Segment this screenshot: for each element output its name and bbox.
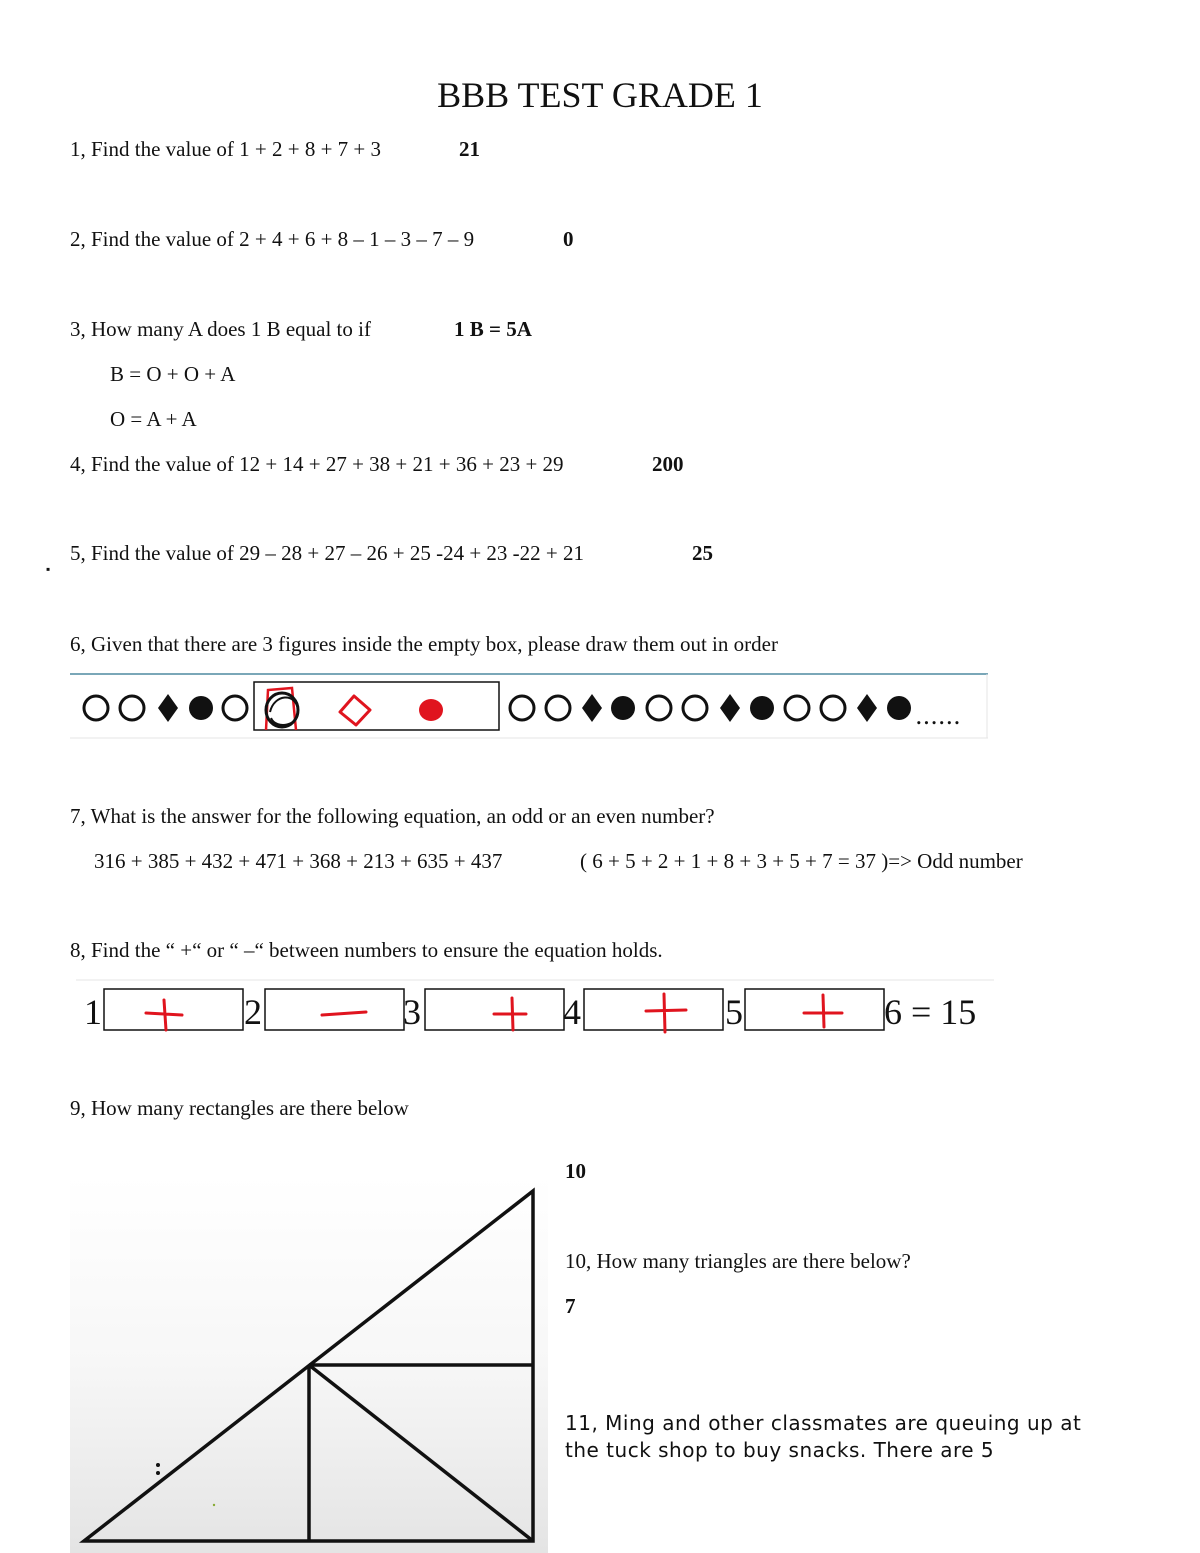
circle-filled-icon bbox=[887, 696, 911, 720]
question-7-equation: 316 + 385 + 432 + 471 + 368 + 213 + 635 + 437 bbox=[94, 849, 503, 873]
circle-outline-icon bbox=[821, 696, 845, 720]
question-6: 6, Given that there are 3 figures inside the empty box, please draw them out in order bbox=[70, 632, 778, 656]
question-11: 11, Ming and other classmates are queuing up at the tuck shop to buy snacks. There are 5 bbox=[565, 1411, 1082, 1462]
handwritten-answer-marks bbox=[266, 688, 443, 730]
plus-mark-4 bbox=[646, 994, 686, 1032]
question-5-answer: 25 bbox=[692, 541, 713, 565]
circle-outline-icon bbox=[785, 696, 809, 720]
sequence-ellipsis: ...... bbox=[915, 702, 961, 730]
circle-outline-icon bbox=[223, 696, 247, 720]
operator-box-2 bbox=[265, 989, 404, 1030]
question-4-answer: 200 bbox=[652, 452, 684, 476]
question-9: 9, How many rectangles are there below bbox=[70, 1096, 409, 1120]
equation-number-1: 1 bbox=[84, 992, 102, 1032]
plus-mark-3 bbox=[494, 998, 526, 1030]
equation-number-4: 4 bbox=[563, 992, 581, 1032]
diamond-filled-icon bbox=[857, 694, 877, 722]
question-4: 4, Find the value of 12 + 14 + 27 + 38 + 21 + 36 + 23 + 29 bbox=[70, 452, 564, 476]
question-8: 8, Find the “ +“ or “ –“ between numbers to ensure the equation holds. bbox=[70, 938, 663, 962]
question-9-answer: 10 bbox=[565, 1159, 586, 1183]
circle-outline-icon bbox=[647, 696, 671, 720]
question-1-answer: 21 bbox=[459, 137, 480, 161]
page-title: BBB TEST GRADE 1 bbox=[437, 75, 763, 115]
equation-result: 6 = 15 bbox=[884, 992, 977, 1032]
question-10: 10, How many triangles are there below? bbox=[565, 1249, 911, 1273]
question-3-answer: 1 B = 5A bbox=[454, 317, 532, 341]
operator-equation-figure bbox=[76, 978, 996, 1038]
circle-filled-icon bbox=[611, 696, 635, 720]
circle-outline-icon bbox=[120, 696, 144, 720]
minus-mark-2 bbox=[322, 1012, 366, 1015]
question-3: 3, How many A does 1 B equal to if bbox=[70, 317, 371, 341]
diamond-filled-icon bbox=[158, 694, 178, 722]
plus-mark-1 bbox=[146, 1000, 182, 1030]
question-10-answer: 7 bbox=[565, 1294, 576, 1318]
question-7: 7, What is the answer for the following equation, an odd or an even number? bbox=[70, 804, 715, 828]
equation-number-2: 2 bbox=[244, 992, 262, 1032]
operator-box-3 bbox=[425, 989, 564, 1030]
operator-box-5 bbox=[745, 989, 884, 1030]
question-7-answer: ( 6 + 5 + 2 + 1 + 8 + 3 + 5 + 7 = 37 )=> Odd number bbox=[580, 849, 1023, 873]
circle-filled-icon bbox=[189, 696, 213, 720]
list-bullet: ▪ bbox=[46, 562, 51, 576]
circle-filled-icon bbox=[750, 696, 774, 720]
circle-outline-icon bbox=[546, 696, 570, 720]
question-2-answer: 0 bbox=[563, 227, 574, 251]
operator-box-1 bbox=[104, 989, 243, 1030]
question-3-given-2: O = A + A bbox=[110, 407, 197, 431]
plus-mark-5 bbox=[804, 995, 842, 1027]
equation-number-3: 3 bbox=[403, 992, 421, 1032]
question-5: 5, Find the value of 29 – 28 + 27 – 26 + 25 -24 + 23 -22 + 21 bbox=[70, 541, 584, 565]
circle-outline-icon bbox=[510, 696, 534, 720]
question-3-given-1: B = O + O + A bbox=[110, 362, 236, 386]
circle-outline-icon bbox=[683, 696, 707, 720]
diamond-filled-icon bbox=[582, 694, 602, 722]
question-2: 2, Find the value of 2 + 4 + 6 + 8 – 1 – 3 – 7 – 9 bbox=[70, 227, 475, 251]
shape-sequence-figure bbox=[70, 672, 990, 742]
question-1: 1, Find the value of 1 + 2 + 8 + 7 + 3 bbox=[70, 137, 382, 161]
circle-outline-icon bbox=[84, 696, 108, 720]
diamond-filled-icon bbox=[720, 694, 740, 722]
geometry-figure bbox=[70, 1175, 550, 1553]
equation-number-5: 5 bbox=[725, 992, 743, 1032]
